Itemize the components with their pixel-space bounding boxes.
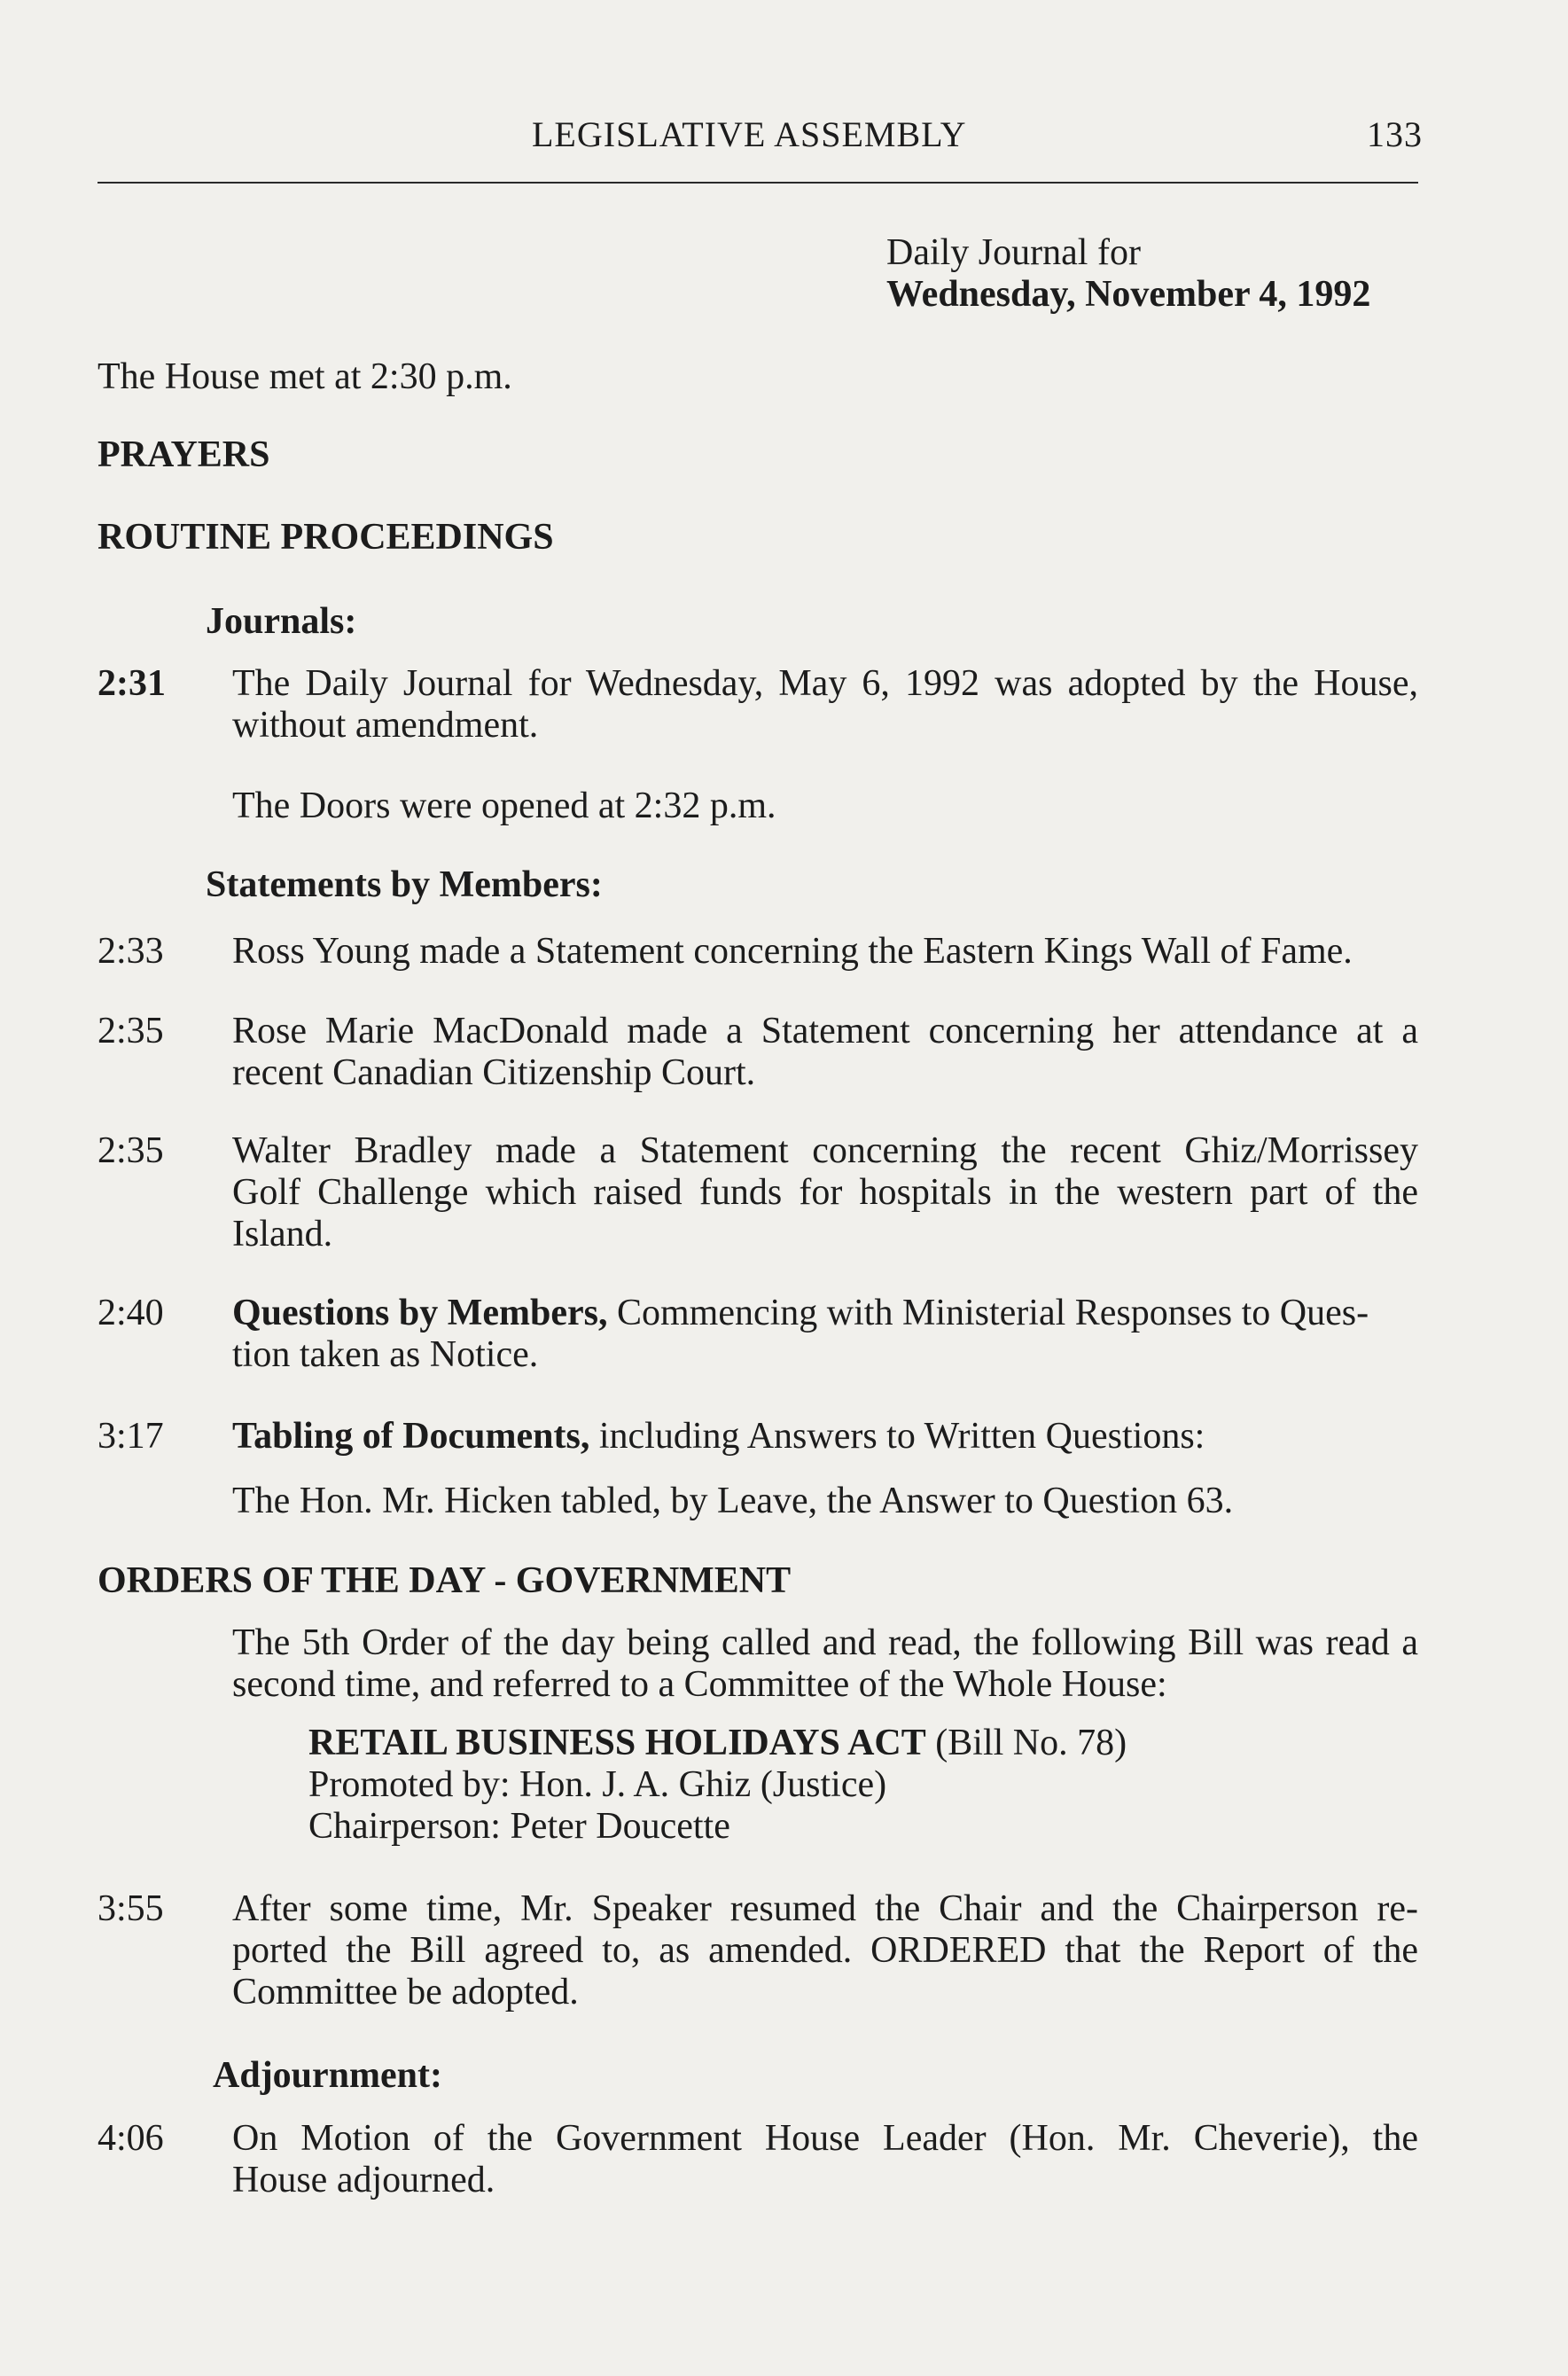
journals-heading: Journals: bbox=[206, 601, 357, 642]
time-stamp: 2:35 bbox=[98, 1011, 164, 1051]
tabling-label: Tabling of Documents, bbox=[232, 1416, 590, 1457]
house-met-text: The House met at 2:30 p.m. bbox=[98, 356, 512, 397]
text-line: After some time, Mr. Speaker resumed the Chair and the Chairperson re- bbox=[232, 1888, 1418, 1929]
page-number: 133 bbox=[1367, 114, 1423, 154]
text-line: without amendment. bbox=[232, 705, 539, 746]
header-rule bbox=[98, 182, 1418, 184]
statement-entry bbox=[232, 931, 1418, 973]
time-stamp: 2:33 bbox=[98, 931, 164, 972]
time-stamp: 3:17 bbox=[98, 1416, 164, 1457]
text-line: The 5th Order of the day being called and read, the following Bill was read a bbox=[232, 1622, 1418, 1663]
prayers-heading: PRAYERS bbox=[98, 434, 270, 475]
text-line: On Motion of the Government House Leader (Hon. Mr. Cheverie), the bbox=[232, 2118, 1418, 2159]
adjournment-heading: Adjournment: bbox=[213, 2055, 442, 2096]
text-line: recent Canadian Citizenship Court. bbox=[232, 1052, 756, 1093]
time-stamp: 3:55 bbox=[98, 1888, 164, 1929]
bill-title: RETAIL BUSINESS HOLIDAYS ACT bbox=[308, 1723, 926, 1763]
text-line: Rose Marie MacDonald made a Statement concerning her attendance at a bbox=[232, 1011, 1418, 1051]
time-stamp: 2:31 bbox=[98, 663, 166, 704]
text-line bbox=[232, 1416, 1418, 1458]
tabling-detail: The Hon. Mr. Hicken tabled, by Leave, the Answer to Question 63. bbox=[232, 1481, 1234, 1521]
bill-chairperson: Chairperson: Peter Doucette bbox=[308, 1806, 730, 1847]
text-line: Island. bbox=[232, 1214, 333, 1254]
dateline-label: Daily Journal for bbox=[886, 232, 1141, 273]
report-entry bbox=[232, 1888, 1418, 2013]
questions-entry bbox=[232, 1293, 1418, 1376]
time-stamp: 2:35 bbox=[98, 1130, 164, 1171]
time-stamp: 2:40 bbox=[98, 1293, 164, 1333]
dateline-date: Wednesday, November 4, 1992 bbox=[886, 274, 1371, 315]
statement-entry bbox=[232, 1130, 1418, 1255]
running-title: LEGISLATIVE ASSEMBLY bbox=[532, 114, 967, 154]
text-line: tion taken as Notice. bbox=[232, 1334, 539, 1375]
time-stamp: 4:06 bbox=[98, 2118, 164, 2159]
text-line: Committee be adopted. bbox=[232, 1972, 579, 2013]
questions-label: Questions by Members, bbox=[232, 1293, 608, 1333]
text-line: ported the Bill agreed to, as amended. ORDERED that the Report of the bbox=[232, 1930, 1418, 1971]
bill-promoter: Promoted by: Hon. J. A. Ghiz (Justice) bbox=[308, 1764, 887, 1805]
bill-number: (Bill No. 78) bbox=[925, 1723, 1127, 1763]
text-line: Ross Young made a Statement concerning the Eastern Kings Wall of Fame. bbox=[232, 931, 1353, 972]
text-line: Walter Bradley made a Statement concerning the recent Ghiz/Morrissey bbox=[232, 1130, 1418, 1171]
orders-entry bbox=[232, 1622, 1418, 1706]
doors-opened-text: The Doors were opened at 2:32 p.m. bbox=[232, 785, 776, 826]
text-line: second time, and referred to a Committee of the Whole House: bbox=[232, 1664, 1167, 1705]
statement-entry bbox=[232, 1011, 1418, 1094]
text-line bbox=[232, 1293, 1418, 1334]
text-line: House adjourned. bbox=[232, 2160, 495, 2200]
orders-heading: ORDERS OF THE DAY - GOVERNMENT bbox=[98, 1560, 792, 1601]
bill-title-line bbox=[308, 1723, 1127, 1764]
tabling-entry bbox=[232, 1416, 1418, 1458]
adjournment-entry bbox=[232, 2118, 1418, 2201]
routine-proceedings-heading: ROUTINE PROCEEDINGS bbox=[98, 517, 554, 558]
text-line: Golf Challenge which raised funds for hospitals in the western part of the bbox=[232, 1172, 1418, 1213]
text-line: The Daily Journal for Wednesday, May 6, 1992 was adopted by the House, bbox=[232, 663, 1418, 704]
journals-entry bbox=[232, 663, 1418, 746]
statements-heading: Statements by Members: bbox=[206, 864, 603, 905]
tabling-text: including Answers to Written Questions: bbox=[589, 1416, 1205, 1457]
questions-text: Commencing with Ministerial Responses to Ques- bbox=[607, 1293, 1369, 1333]
